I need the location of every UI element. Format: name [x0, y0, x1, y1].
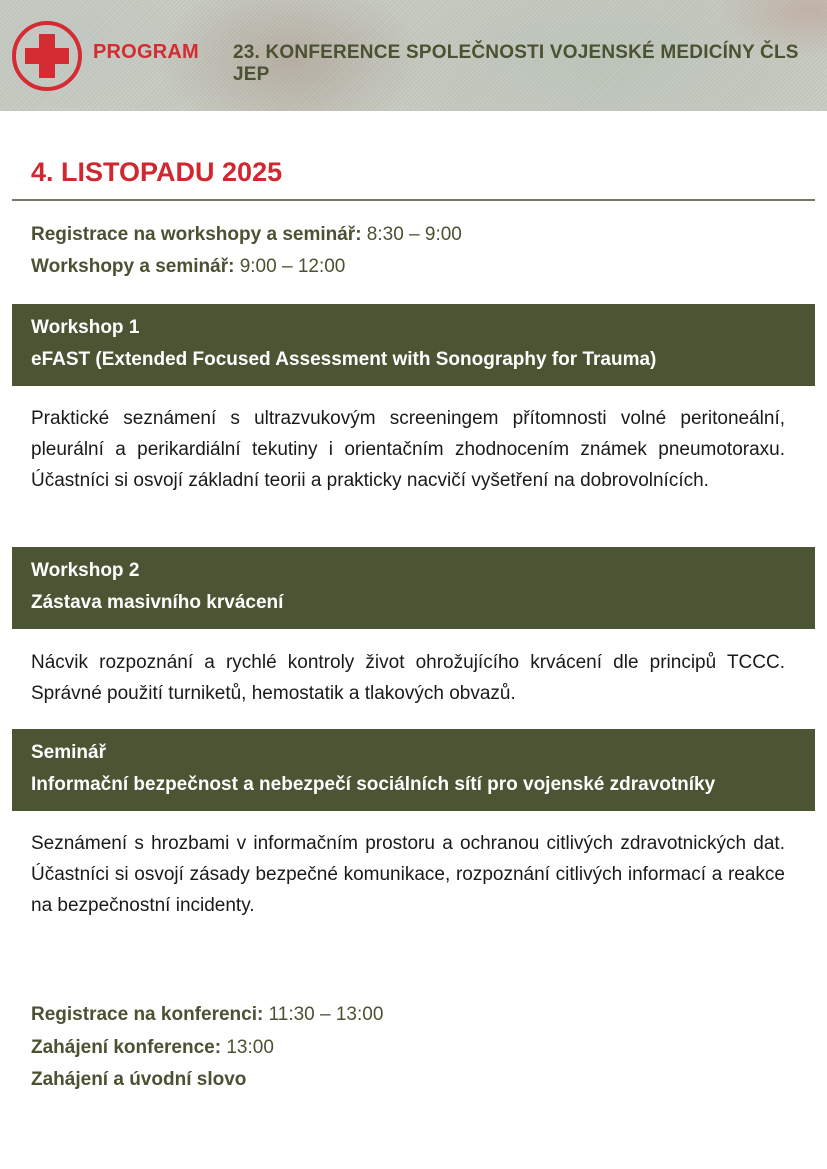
info-workshops-time — [31, 256, 345, 278]
session-description: Praktické seznámení s ultrazvukovým screeningem přítomnosti volné peritoneální, pleurální a perikardiální tekutiny i orientačním zhodnocením známek pneumotoraxu. Účastníci si osvojí základní teorii a prakticky nacvičí vyšetření na dobrovolnících. — [31, 408, 785, 491]
date-heading: 4. LISTOPADU 2025 — [31, 157, 283, 187]
session-title: eFAST (Extended Focused Assessment with Sonography for Trauma) — [31, 349, 657, 370]
session-description: Nácvik rozpoznání a rychlé kontroly život ohrožujícího krvácení dle principů TCCC. Správné použití turniketů, hemostatik a tlakových obvazů. — [31, 652, 785, 704]
info-opening-speech — [31, 1069, 246, 1091]
session-type: Seminář — [31, 742, 106, 763]
program-label: PROGRAM — [93, 41, 199, 63]
info-registration-conference — [31, 1004, 383, 1026]
info-value: 13:00 — [221, 1037, 274, 1058]
session-banner-workshop-2 — [12, 547, 815, 629]
info-label: Zahájení a úvodní slovo — [31, 1069, 247, 1090]
session-type: Workshop 2 — [31, 560, 140, 581]
info-label: Registrace na konferenci: — [31, 1004, 264, 1025]
info-label: Registrace na workshopy a seminář: — [31, 224, 362, 245]
session-title: Informační bezpečnost a nebezpečí sociálních sítí pro vojenské zdravotníky — [31, 774, 716, 795]
red-cross-icon — [11, 20, 83, 92]
info-value: 9:00 – 12:00 — [234, 256, 346, 277]
divider — [12, 199, 815, 201]
session-title: Zástava masivního krvácení — [31, 592, 284, 613]
conference-title: 23. KONFERENCE SPOLEČNOSTI VOJENSKÉ MEDICÍNY ČLS JEP — [233, 42, 799, 85]
session-description: Seznámení s hrozbami v informačním prostoru a ochranou citlivých zdravotnických dat. Účastníci si osvojí zásady bezpečné komunikace, rozpoznání citlivých informací a reakce na bezpečnostní incidenty. — [31, 833, 785, 916]
session-banner-workshop-1 — [12, 304, 815, 386]
info-label: Workshopy a seminář: — [31, 256, 235, 277]
info-registration-workshops — [31, 224, 462, 246]
info-value: 8:30 – 9:00 — [361, 224, 462, 245]
info-label: Zahájení konference: — [31, 1037, 222, 1058]
info-conference-opening — [31, 1037, 274, 1059]
info-value: 11:30 – 13:00 — [263, 1004, 384, 1025]
page-header — [0, 0, 827, 111]
session-type: Workshop 1 — [31, 317, 140, 338]
session-banner-seminar — [12, 729, 815, 811]
